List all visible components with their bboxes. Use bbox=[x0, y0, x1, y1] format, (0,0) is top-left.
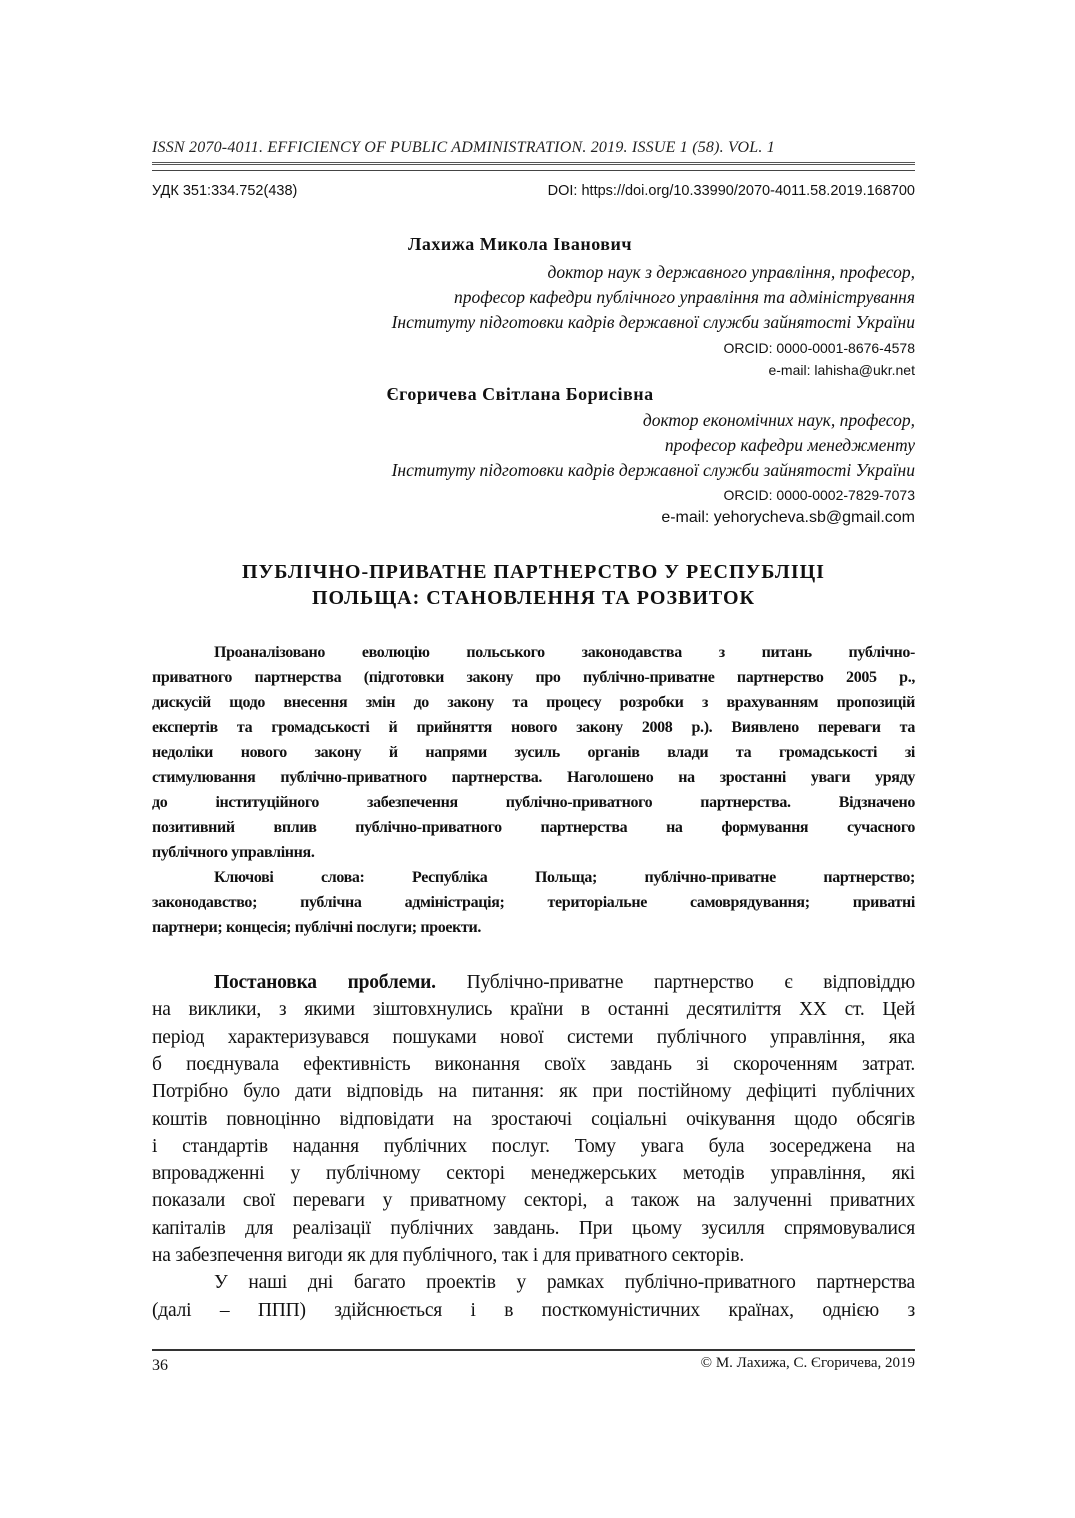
header-rule bbox=[152, 170, 915, 171]
author-affiliation: Інституту підготовки кадрів державної служби зайнятості України bbox=[391, 312, 915, 332]
text-line: період характеризувався пошуками нової системи публічного управління, яка bbox=[152, 1026, 915, 1048]
text-line: б поєднувала ефективність виконання своїх завдань зі скороченням затрат. bbox=[152, 1053, 915, 1075]
text-line: партнери; концесія; публічні послуги; проекти. bbox=[152, 919, 482, 936]
running-header: ISSN 2070-4011. EFFICIENCY OF PUBLIC ADMINISTRATION. 2019. ISSUE 1 (58). VOL. 1 bbox=[152, 139, 775, 156]
text-line: законодавство; публічна адміністрація; територіальне самоврядування; приватні bbox=[152, 894, 915, 911]
text-line: позитивний вплив публічно-приватного партнерства на формування сучасного bbox=[152, 819, 915, 836]
text-line: дискусій щодо внесення змін до закону та процесу розробки з врахуванням пропозицій bbox=[152, 694, 915, 711]
author-name: Єгоричева Світлана Борисівна bbox=[386, 384, 654, 404]
author-affiliation: доктор економічних наук, професор, bbox=[642, 410, 915, 430]
text-span: Публічно-приватне партнерство є відповіддю bbox=[435, 972, 915, 993]
text-line: стимулювання публічно-приватного партнерства. Наголошено на зростанні уваги уряду bbox=[152, 769, 915, 786]
author-orcid: ORCID: 0000-0002-7829-7073 bbox=[723, 487, 915, 503]
article-title: ПОЛЬЩА: СТАНОВЛЕННЯ ТА РОЗВИТОК bbox=[311, 587, 756, 609]
text-line: експертів та громадськості й прийняття нового закону 2008 р.). Виявлено переваги та bbox=[152, 719, 915, 736]
author-orcid: ORCID: 0000-0001-8676-4578 bbox=[723, 340, 915, 356]
text-line: до інституційного забезпечення публічно-приватного партнерства. Відзначено bbox=[152, 794, 915, 811]
author-email[interactable]: e-mail: yehorycheva.sb@gmail.com bbox=[661, 509, 915, 526]
text-line: Проаналізовано еволюцію польського законодавства з питань публічно- bbox=[214, 644, 915, 661]
text-line: У наші дні багато проектів у рамках публічно-приватного партнерства bbox=[214, 1272, 915, 1294]
author-affiliation: доктор наук з державного управління, професор, bbox=[547, 262, 915, 282]
section-heading: Постановка проблеми. bbox=[214, 972, 436, 993]
udk-code: УДК 351:334.752(438) bbox=[152, 183, 298, 199]
author-affiliation: професор кафедри менеджменту bbox=[664, 435, 915, 455]
text-line: на виклики, з якими зіштовхнулись країни в останні десятиліття XX ст. Цей bbox=[152, 999, 915, 1021]
text-line: коштів повноцінно відповідати на зростаючі соціальні очікування щодо обсягів bbox=[152, 1108, 915, 1130]
footer-rule bbox=[152, 1349, 915, 1351]
header-double-rule bbox=[152, 162, 915, 168]
text-line: (далі – ППП) здійснюється і в посткомуністичних країнах, однією з bbox=[152, 1299, 915, 1321]
text-line: на забезпечення вигоди як для публічного, так і для приватного секторів. bbox=[152, 1245, 745, 1266]
author-name: Лахижа Микола Іванович bbox=[407, 234, 633, 254]
author-email[interactable]: e-mail: lahisha@ukr.net bbox=[768, 362, 915, 378]
doi-link[interactable]: DOI: https://doi.org/10.33990/2070-4011.58.2019.168700 bbox=[547, 183, 915, 199]
text-line: і стандартів надання публічних послуг. Тому увага була зосереджена на bbox=[152, 1135, 915, 1157]
text-line bbox=[214, 972, 915, 994]
author-affiliation: професор кафедри публічного управління та адміністрування bbox=[453, 287, 915, 307]
article-title: ПУБЛІЧНО-ПРИВАТНЕ ПАРТНЕРСТВО У РЕСПУБЛІЦІ bbox=[242, 561, 825, 583]
text-line: недоліки нового закону й напрями зусиль органів влади та громадськості зі bbox=[152, 744, 915, 761]
text-line: капіталів для реалізації публічних завдань. При цьому зусилля спрямовувалися bbox=[152, 1217, 915, 1239]
page-number: 36 bbox=[152, 1357, 168, 1374]
text-line: Ключові слова: Республіка Польща; публічно-приватне партнерство; bbox=[214, 869, 915, 886]
copyright: © М. Лахижа, С. Єгоричева, 2019 bbox=[700, 1355, 915, 1371]
author-affiliation: Інституту підготовки кадрів державної служби зайнятості України bbox=[391, 460, 915, 480]
text-line: приватного партнерства (підготовки закону про публічно-приватне партнерство 2005 р., bbox=[152, 669, 915, 686]
text-line: показали свої переваги у приватному секторі, а також на залученні приватних bbox=[152, 1190, 915, 1212]
text-line: публічного управління. bbox=[152, 844, 315, 861]
text-line: Потрібно було дати відповідь на питання: як при постійному дефіциті публічних bbox=[152, 1081, 915, 1103]
text-line: впровадженні у публічному секторі менеджерських методів управління, які bbox=[152, 1163, 915, 1185]
